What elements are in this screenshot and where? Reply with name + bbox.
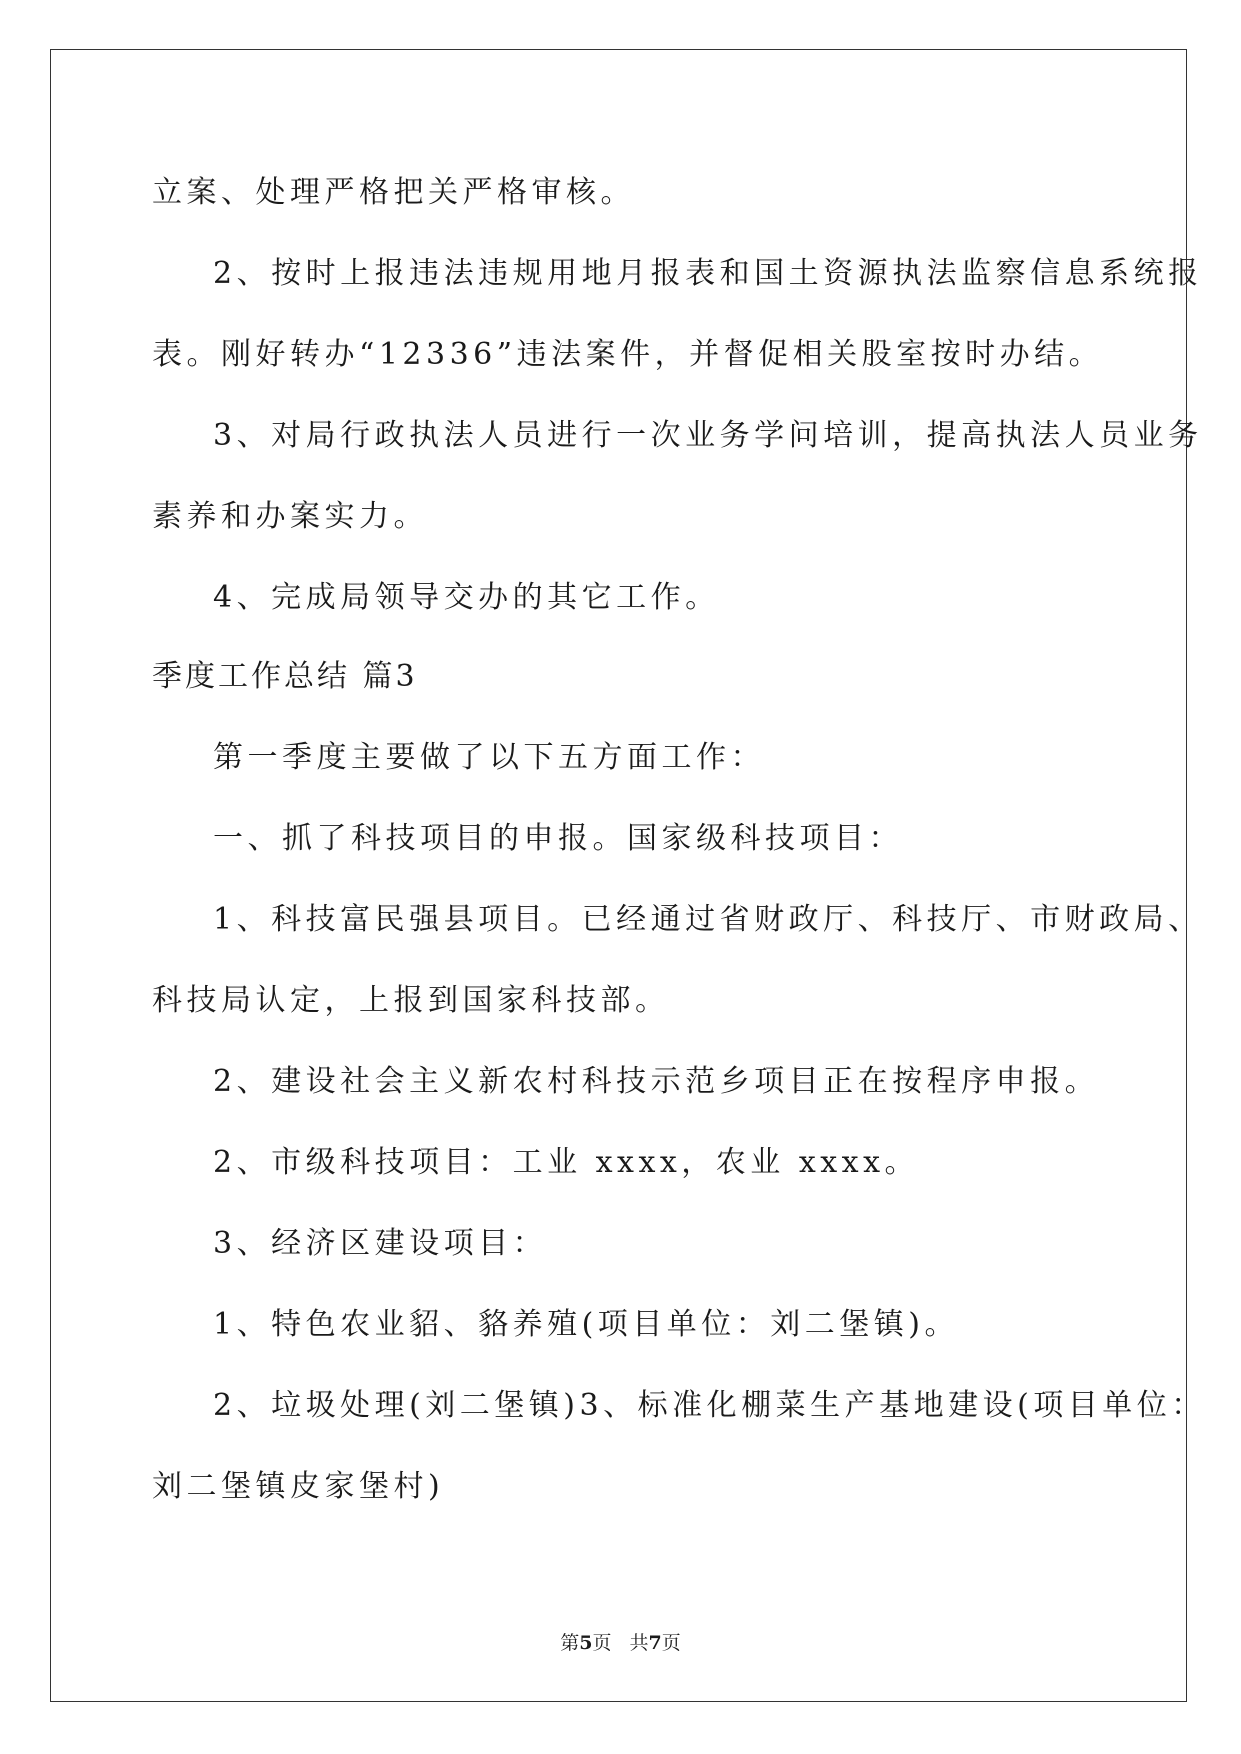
- body-line-2: 2、按时上报违法违规用地月报表和国土资源执法监察信息系统报: [213, 256, 1203, 291]
- body-line-8: 第一季度主要做了以下五方面工作：: [213, 740, 765, 775]
- body-line-5: 素养和办案实力。: [152, 499, 428, 534]
- body-line-6: 4、完成局领导交办的其它工作。: [213, 580, 720, 615]
- body-line-11: 科技局认定，上报到国家科技部。: [152, 983, 670, 1018]
- body-line-14: 3、经济区建设项目：: [213, 1226, 548, 1261]
- page-footer: [0, 1628, 1241, 1655]
- body-line-10: 1、科技富民强县项目。已经通过省财政厅、科技厅、市财政局、: [213, 902, 1203, 937]
- page-frame: [50, 49, 1187, 1702]
- footer-total-prefix: 共: [629, 1632, 649, 1654]
- footer-total-unit: 页: [661, 1632, 681, 1654]
- section-heading: 季度工作总结 篇3: [152, 659, 418, 694]
- footer-page-unit: 页: [592, 1632, 612, 1654]
- body-line-3: 表。刚好转办“12336”违法案件，并督促相关股室按时办结。: [152, 337, 1104, 372]
- body-line-15: 1、特色农业貂、貉养殖(项目单位：刘二堡镇)。: [213, 1307, 959, 1342]
- total-pages-number: 7: [648, 1632, 662, 1654]
- body-line-9: 一、抓了科技项目的申报。国家级科技项目：: [213, 821, 903, 856]
- body-line-12: 2、建设社会主义新农村科技示范乡项目正在按程序申报。: [213, 1064, 1100, 1099]
- body-line-16: 2、垃圾处理(刘二堡镇)3、标准化棚菜生产基地建设(项目单位：: [213, 1388, 1206, 1423]
- body-line-13: 2、市级科技项目：工业 xxxx，农业 xxxx。: [213, 1145, 920, 1180]
- body-line-1: 立案、处理严格把关严格审核。: [152, 175, 635, 210]
- body-line-4: 3、对局行政执法人员进行一次业务学问培训，提高执法人员业务: [213, 418, 1203, 453]
- current-page-number: 5: [579, 1632, 593, 1654]
- body-line-17: 刘二堡镇皮家堡村): [152, 1469, 445, 1504]
- footer-prefix: 第: [560, 1632, 580, 1654]
